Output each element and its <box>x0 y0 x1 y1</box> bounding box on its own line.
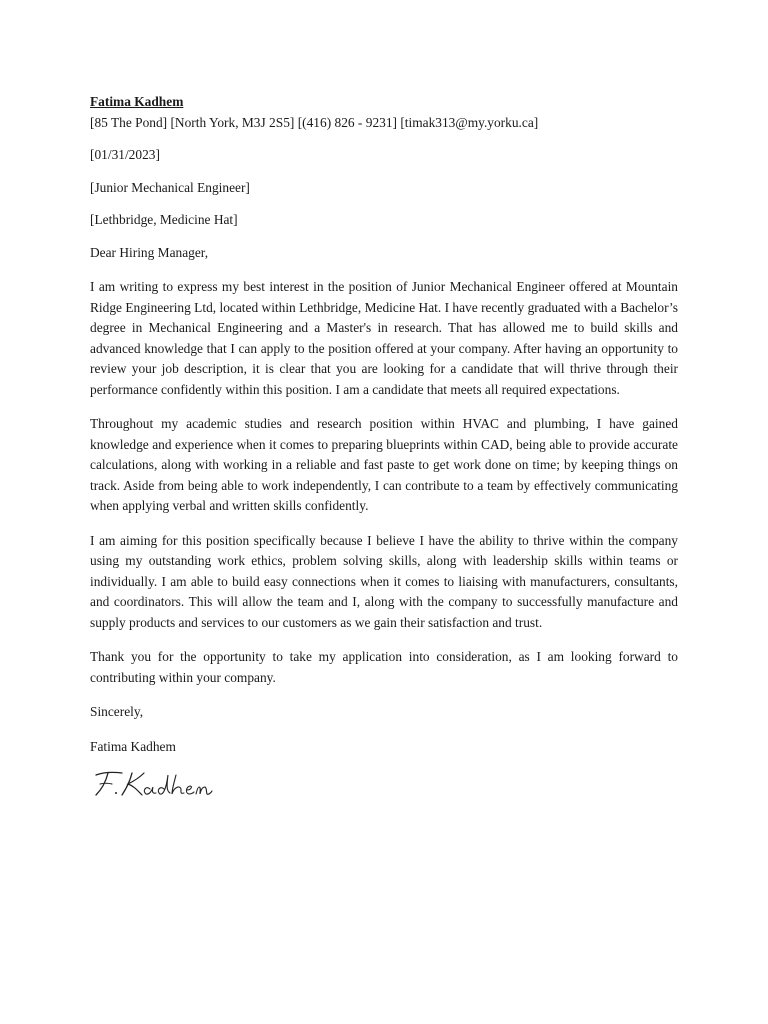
body-paragraph-1: I am writing to express my best interest in the position of Junior Mechanical Engineer offered at Mountain Ridge Engineering Ltd, located within Lethbridge, Medicine Hat. I have recently graduated with a Bachelor’s degree in Mechanical Engineering and a Master's in research. That has allowed me to build skills and advanced knowledge that I can apply to the position offered at your company. After having an opportunity to review your job description, it is clear that you are looking for a candidate that will thrive through their performance confidently within this position. I am a candidate that meets all required expectations. <box>90 279 678 397</box>
job-position: [Junior Mechanical Engineer] <box>90 179 250 195</box>
sender-contact: [85 The Pond] [North York, M3J 2S5] [(416) 826 - 9231] [timak313@my.yorku.ca] <box>90 114 539 130</box>
signature-graphic <box>90 767 290 801</box>
closing: Sincerely, <box>90 704 144 719</box>
cover-letter <box>90 92 678 801</box>
body-paragraph-3: I am aiming for this position specifically because I believe I have the ability to thrive within the company using my outstanding work ethics, problem solving skills, along with leadership skills within teams or individually. I am able to build easy connections when it comes to liaising with manufacturers, consultants, and coordinators. This will allow the team and I, along with the company to successfully manufacture and supply products and services to our customers as we gain their satisfaction and trust. <box>90 532 678 630</box>
salutation: Dear Hiring Manager, <box>90 244 209 260</box>
handwritten-signature <box>90 767 290 801</box>
job-location: [Lethbridge, Medicine Hat] <box>90 212 238 227</box>
letter-date: [01/31/2023] <box>90 147 160 162</box>
body-paragraph-2: Throughout my academic studies and research position within HVAC and plumbing, I have gained knowledge and experience when it comes to preparing blueprints within CAD, being able to provide accurate calculations, along with working in a reliable and fast paste to get work done on time; by keeping things on track. Aside from being able to work independently, I can contribute to a team by effectively communicating when applying verbal and written skills confidently. <box>90 416 678 513</box>
sender-name: Fatima Kadhem <box>90 94 184 109</box>
signoff-name: Fatima Kadhem <box>90 738 176 754</box>
body-paragraph-4: Thank you for the opportunity to take my application into consideration, as I am looking forward to contributing within your company. <box>90 649 678 685</box>
